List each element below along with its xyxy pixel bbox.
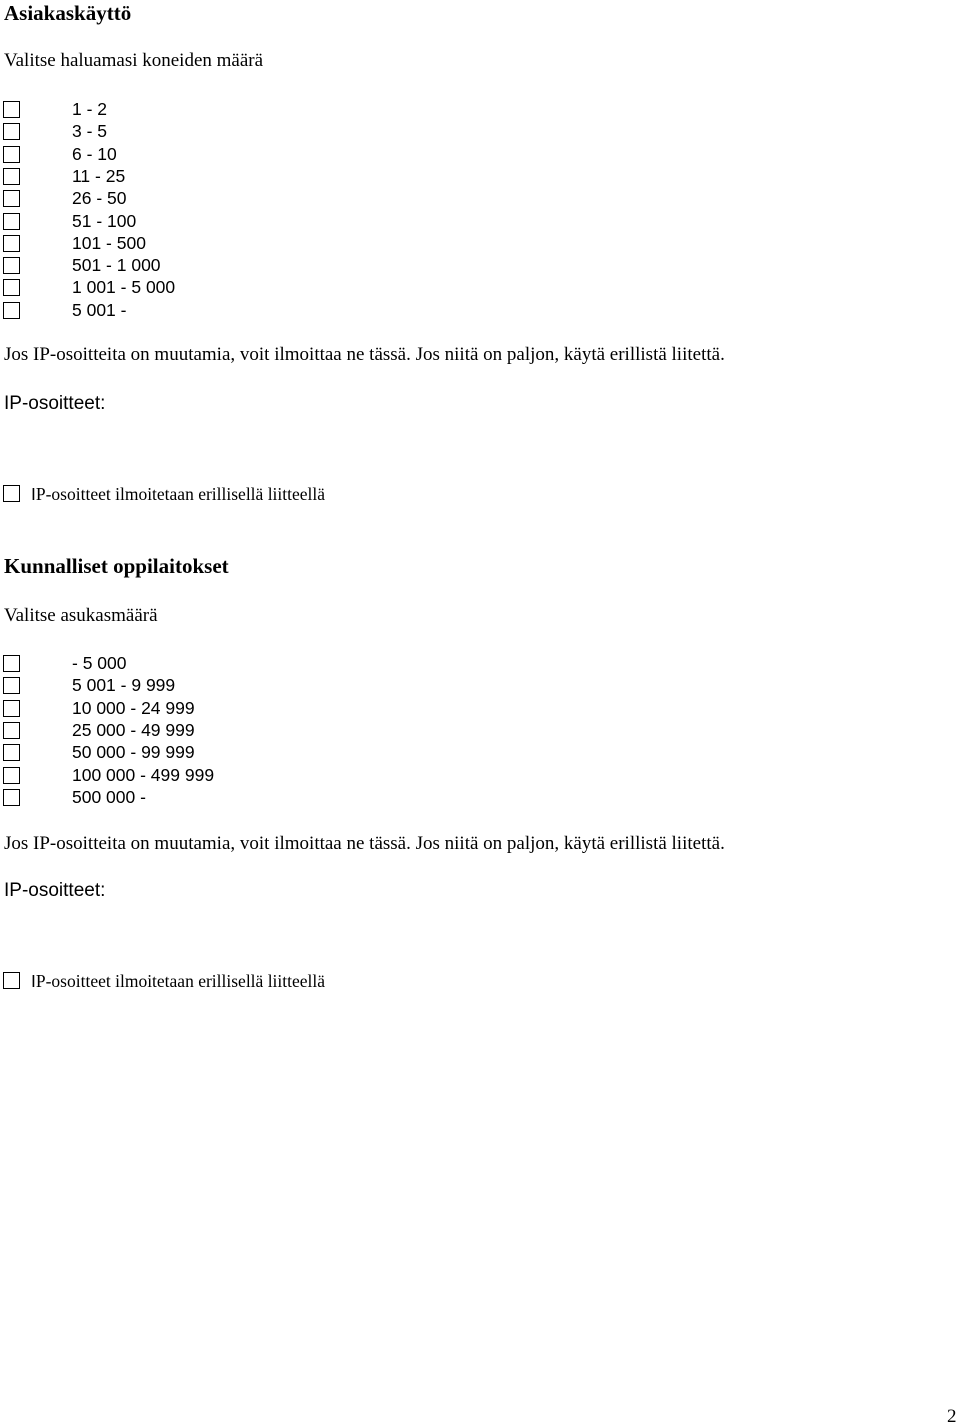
section1-option-checkbox[interactable] (3, 168, 20, 185)
section2-option-label: 50 000 - 99 999 (72, 742, 195, 763)
section1-ip-label: IP-osoitteet: (4, 393, 106, 414)
section1-option-checkbox[interactable] (3, 146, 20, 163)
section2-option-checkbox[interactable] (3, 655, 20, 672)
section2-option-label: 25 000 - 49 999 (72, 719, 195, 740)
section1-attachment-label (31, 483, 325, 505)
section2-option-checkbox[interactable] (3, 767, 20, 784)
section2-title: Kunnalliset oppilaitokset (4, 554, 229, 578)
section2-ip-label: IP-osoitteet: (4, 880, 106, 901)
section2-option-checkbox[interactable] (3, 700, 20, 717)
section1-option-label: 1 - 2 (72, 99, 108, 119)
section1-attachment-rest: P-osoitteet ilmoitetaan erillisellä liitteellä (35, 484, 326, 504)
section1-option-label: 3 - 5 (72, 121, 108, 142)
section2-attachment-label (31, 970, 325, 992)
section1-option-label: 11 - 25 (72, 165, 126, 186)
section2-attachment-first-letter: I (31, 971, 36, 991)
section2-option-checkbox[interactable] (3, 677, 20, 694)
section1-ip-note: Jos IP-osoitteita on muutamia, voit ilmoittaa ne tässä. Jos niitä on paljon, käytä erillistä liitettä. (4, 344, 725, 365)
section2-option-checkbox[interactable] (3, 789, 20, 806)
section1-attachment-checkbox[interactable] (3, 485, 20, 502)
section1-option-label: 6 - 10 (72, 143, 117, 164)
section2-option-label: 10 000 - 24 999 (72, 697, 195, 718)
section1-option-checkbox[interactable] (3, 123, 20, 140)
section1-option-checkbox[interactable] (3, 190, 20, 207)
section2-option-label: 100 000 - 499 999 (72, 764, 215, 785)
section2-attachment-rest: P-osoitteet ilmoitetaan erillisellä liitteellä (35, 971, 326, 991)
section2-option-checkbox[interactable] (3, 744, 20, 761)
page-number: 2 (947, 1406, 957, 1427)
section1-option-label: 26 - 50 (72, 188, 127, 209)
section1-option-label: 101 - 500 (72, 232, 146, 253)
section2-option-label: 5 001 - 9 999 (72, 675, 176, 696)
section1-title: Asiakaskäyttö (4, 1, 132, 25)
section1-option-checkbox[interactable] (3, 101, 20, 118)
section2-option-label: - 5 000 (72, 653, 127, 673)
section1-option-label: 5 001 - (72, 299, 127, 320)
section1-prompt: Valitse haluamasi koneiden määrä (4, 50, 264, 71)
section2-attachment-checkbox[interactable] (3, 972, 20, 989)
section2-option-label: 500 000 - (72, 786, 146, 807)
section1-attachment-first-letter: I (31, 484, 36, 504)
section1-option-checkbox[interactable] (3, 302, 20, 319)
section1-option-label: 501 - 1 000 (72, 255, 161, 276)
section2-prompt: Valitse asukasmäärä (4, 605, 158, 626)
section1-option-checkbox[interactable] (3, 235, 20, 252)
section2-option-checkbox[interactable] (3, 722, 20, 739)
section1-option-checkbox[interactable] (3, 213, 20, 230)
section1-option-checkbox[interactable] (3, 257, 20, 274)
section1-option-label: 51 - 100 (72, 210, 137, 231)
section2-ip-note: Jos IP-osoitteita on muutamia, voit ilmoittaa ne tässä. Jos niitä on paljon, käytä erillistä liitettä. (4, 833, 725, 854)
section1-option-label: 1 001 - 5 000 (72, 277, 176, 298)
section1-option-checkbox[interactable] (3, 279, 20, 296)
